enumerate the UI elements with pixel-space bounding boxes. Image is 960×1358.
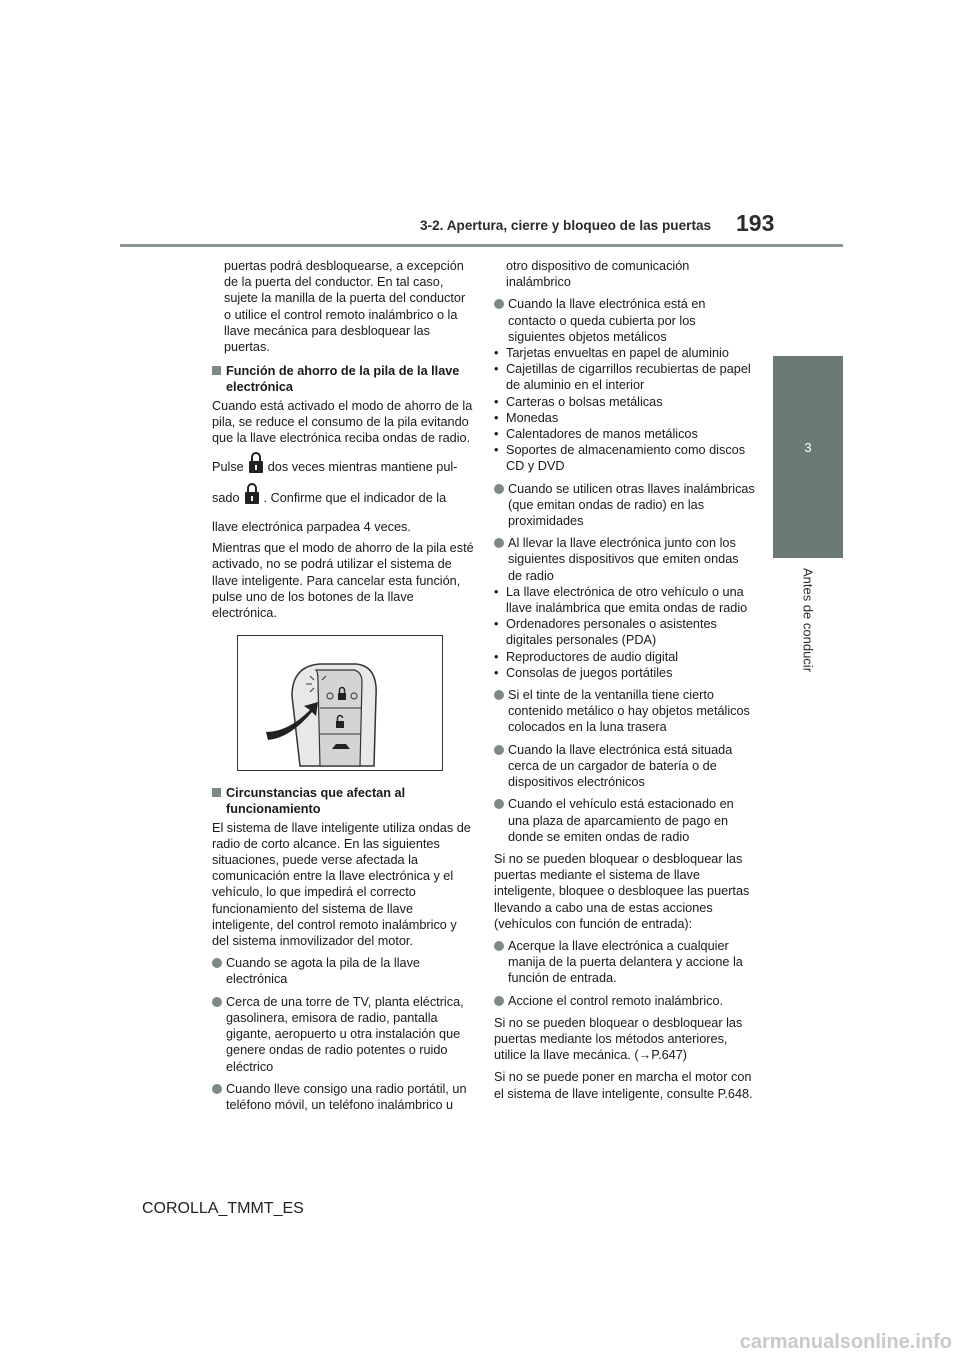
sub-item-text: Ordenadores personales o asistentes digitales personales (PDA) xyxy=(506,617,717,648)
list-item: • Monedas xyxy=(494,410,559,425)
bullet-text: Cuando el vehículo está estacionado en una plaza de aparcamiento de pago en donde se emiten ondas de radio xyxy=(508,797,734,844)
sub-item-text: Carteras o bolsas metálicas xyxy=(506,394,663,409)
lock-button-icon xyxy=(244,483,260,514)
square-bullet-icon xyxy=(212,366,221,375)
round-bullet-icon xyxy=(212,958,222,968)
round-bullet-icon xyxy=(494,799,504,809)
sub-item-text: Reproductores de audio digital xyxy=(506,649,679,664)
list-item: • Tarjetas envueltas en papel de aluminio xyxy=(494,346,729,361)
battery-paragraph-2: Mientras que el modo de ahorro de la pila esté activado, no se podrá utilizar el sistema de llave inteligente. Para cancelar esta función, pulse uno de los botones de la llave electrónica. xyxy=(212,541,474,621)
header-divider xyxy=(120,244,843,247)
round-bullet-icon xyxy=(494,299,504,309)
pulse-text-a: Pulse xyxy=(212,460,244,475)
page-number: 193 xyxy=(736,210,775,236)
continuation-text: otro dispositivo de comunicación inalámbrico xyxy=(506,259,690,290)
list-item: • Ordenadores personales o asistentes digitales personales (PDA) xyxy=(494,616,756,648)
pulse-text-e: llave electrónica parpadea 4 veces. xyxy=(212,520,411,535)
paragraph-unable-lock: Si no se pueden bloquear o desbloquear las puertas mediante el sistema de llave inteligente, bloquee o desbloquee las puertas llevando a cabo una de estas acciones (vehículos con función de entrada): xyxy=(494,851,750,931)
sub-item-text: Soportes de almacenamiento como discos CD y DVD xyxy=(506,443,746,474)
bullet-text: Si el tinte de la ventanilla tiene cierto contenido metálico o hay objetos metálicos colocados en la luna trasera xyxy=(508,688,750,735)
intro-paragraph: puertas podrá desbloquearse, a excepción de la puerta del conductor. En tal caso, sujete la manilla de la puerta del conductor o utilice el control remoto inalámbrico o la llave mecánica para desbloquear las puertas. xyxy=(224,259,466,355)
bullet-text: Cuando se agota la pila de la llave electrónica xyxy=(226,956,420,987)
list-item xyxy=(212,955,474,987)
sub-item-text: Calentadores de manos metálicos xyxy=(506,427,698,442)
round-bullet-icon xyxy=(494,745,504,755)
list-item xyxy=(494,296,756,345)
round-bullet-icon xyxy=(212,1084,222,1094)
heading-battery-text: Función de ahorro de la pila de la llave electrónica xyxy=(226,364,460,395)
watermark-text: carmanualsonline.info xyxy=(739,1331,952,1353)
lock-button-icon xyxy=(248,452,264,483)
paragraph-mechanical-key: Si no se pueden bloquear o desbloquear las puertas mediante los métodos anteriores, utilice la llave mecánica. (→P.647) xyxy=(494,1015,743,1063)
left-column xyxy=(212,258,474,1113)
sub-item-text: Consolas de juegos portátiles xyxy=(506,665,673,680)
chapter-label: Antes de conducir xyxy=(800,567,816,673)
list-item: • Soportes de almacenamiento como discos CD y DVD xyxy=(494,442,756,474)
list-item xyxy=(494,993,756,1009)
list-item xyxy=(212,994,474,1075)
list-item: • Cajetillas de cigarrillos recubiertas de papel de aluminio en el interior xyxy=(494,361,756,393)
round-bullet-icon xyxy=(494,538,504,548)
paragraph-engine: Si no se puede poner en marcha el motor con el sistema de llave inteligente, consulte P.648. xyxy=(494,1070,753,1101)
list-item xyxy=(494,742,756,791)
pulse-text-c: sado xyxy=(212,491,240,506)
list-item xyxy=(494,687,756,736)
round-bullet-icon xyxy=(494,941,504,951)
list-item: • Calentadores de manos metálicos xyxy=(494,427,698,442)
bullet-text: Cerca de una torre de TV, planta eléctrica, gasolinera, emisora de radio, pantalla gigante, aeropuerto u otra instalación que genere ondas de radio potentes o ruido eléctrico xyxy=(226,994,464,1074)
chapter-tab xyxy=(773,356,843,558)
sub-item-text: La llave electrónica de otro vehículo o una llave inalámbrica que emita ondas de radio xyxy=(506,584,748,616)
pulse-instruction xyxy=(212,452,474,540)
sub-item-text: Cajetillas de cigarrillos recubiertas de papel de aluminio en el interior xyxy=(506,362,751,393)
bullet-covered-text: Cuando la llave electrónica está en contacto o queda cubierta por los siguientes objetos metálicos xyxy=(508,297,706,344)
square-bullet-icon xyxy=(212,788,221,797)
list-item: • Carteras o bolsas metálicas xyxy=(494,394,663,409)
document-code: COROLLA_TMMT_ES xyxy=(142,1200,304,1217)
bullet-text: Acerque la llave electrónica a cualquier manija de la puerta delantera y accione la función de entrada. xyxy=(508,938,743,986)
bullet-text xyxy=(508,296,756,345)
sub-item-text: Monedas xyxy=(506,410,559,425)
covered-items-list xyxy=(494,345,756,475)
bullet-text: Cuando lleve consigo una radio portátil, un teléfono móvil, un teléfono inalámbrico u xyxy=(226,1081,467,1112)
pulse-text-d: . Confirme que el indicador de la xyxy=(263,491,447,506)
round-bullet-icon xyxy=(494,996,504,1006)
battery-paragraph: Cuando está activado el modo de ahorro de la pila, se reduce el consumo de la pila evitando que la llave electrónica reciba ondas de radio. xyxy=(212,398,473,446)
chapter-number: 3 xyxy=(804,440,812,455)
list-item xyxy=(494,796,756,845)
bullet-text: Cuando la llave electrónica está situada cerca de un cargador de batería o de dispositivos electrónicos xyxy=(508,742,733,790)
heading-circumstances-text: Circunstancias que afectan al funcionamiento xyxy=(226,786,406,817)
bullet-text: Accione el control remoto inalámbrico. xyxy=(508,993,724,1008)
list-item xyxy=(494,535,756,584)
key-fob-illustration xyxy=(237,635,443,771)
round-bullet-icon xyxy=(494,690,504,700)
list-item: • La llave electrónica de otro vehículo o una llave inalámbrica que emita ondas de radio xyxy=(494,584,756,616)
sub-item-text: Tarjetas envueltas en papel de aluminio xyxy=(506,346,729,361)
round-bullet-icon xyxy=(212,997,222,1007)
heading-circumstances xyxy=(212,785,474,817)
pulse-text-b: dos veces mientras mantiene pul- xyxy=(267,460,458,475)
list-item: • Reproductores de audio digital xyxy=(494,649,679,664)
round-bullet-icon xyxy=(494,484,504,494)
list-item xyxy=(494,938,756,987)
list-item xyxy=(212,1081,474,1113)
section-title: 3-2. Apertura, cierre y bloqueo de las puertas xyxy=(420,218,712,233)
bullet-text: Cuando se utilicen otras llaves inalámbricas (que emitan ondas de radio) en las proximidades xyxy=(508,481,755,529)
list-item: • Consolas de juegos portátiles xyxy=(494,665,673,680)
device-items-list xyxy=(494,584,756,681)
heading-battery-saving xyxy=(212,363,474,395)
bullet-text: Al llevar la llave electrónica junto con los siguientes dispositivos que emiten ondas de radio xyxy=(508,536,739,583)
list-item xyxy=(494,481,756,530)
right-column xyxy=(494,258,756,1108)
circumstances-paragraph: El sistema de llave inteligente utiliza ondas de radio de corto alcance. En las siguientes situaciones, puede verse afectada la comunicación entre la llave electrónica y el vehículo, lo que impedirá el correcto funcionamiento del sistema de llave inteligente, del control remoto inalámbrico y del sistema inmovilizador del motor. xyxy=(212,820,471,949)
